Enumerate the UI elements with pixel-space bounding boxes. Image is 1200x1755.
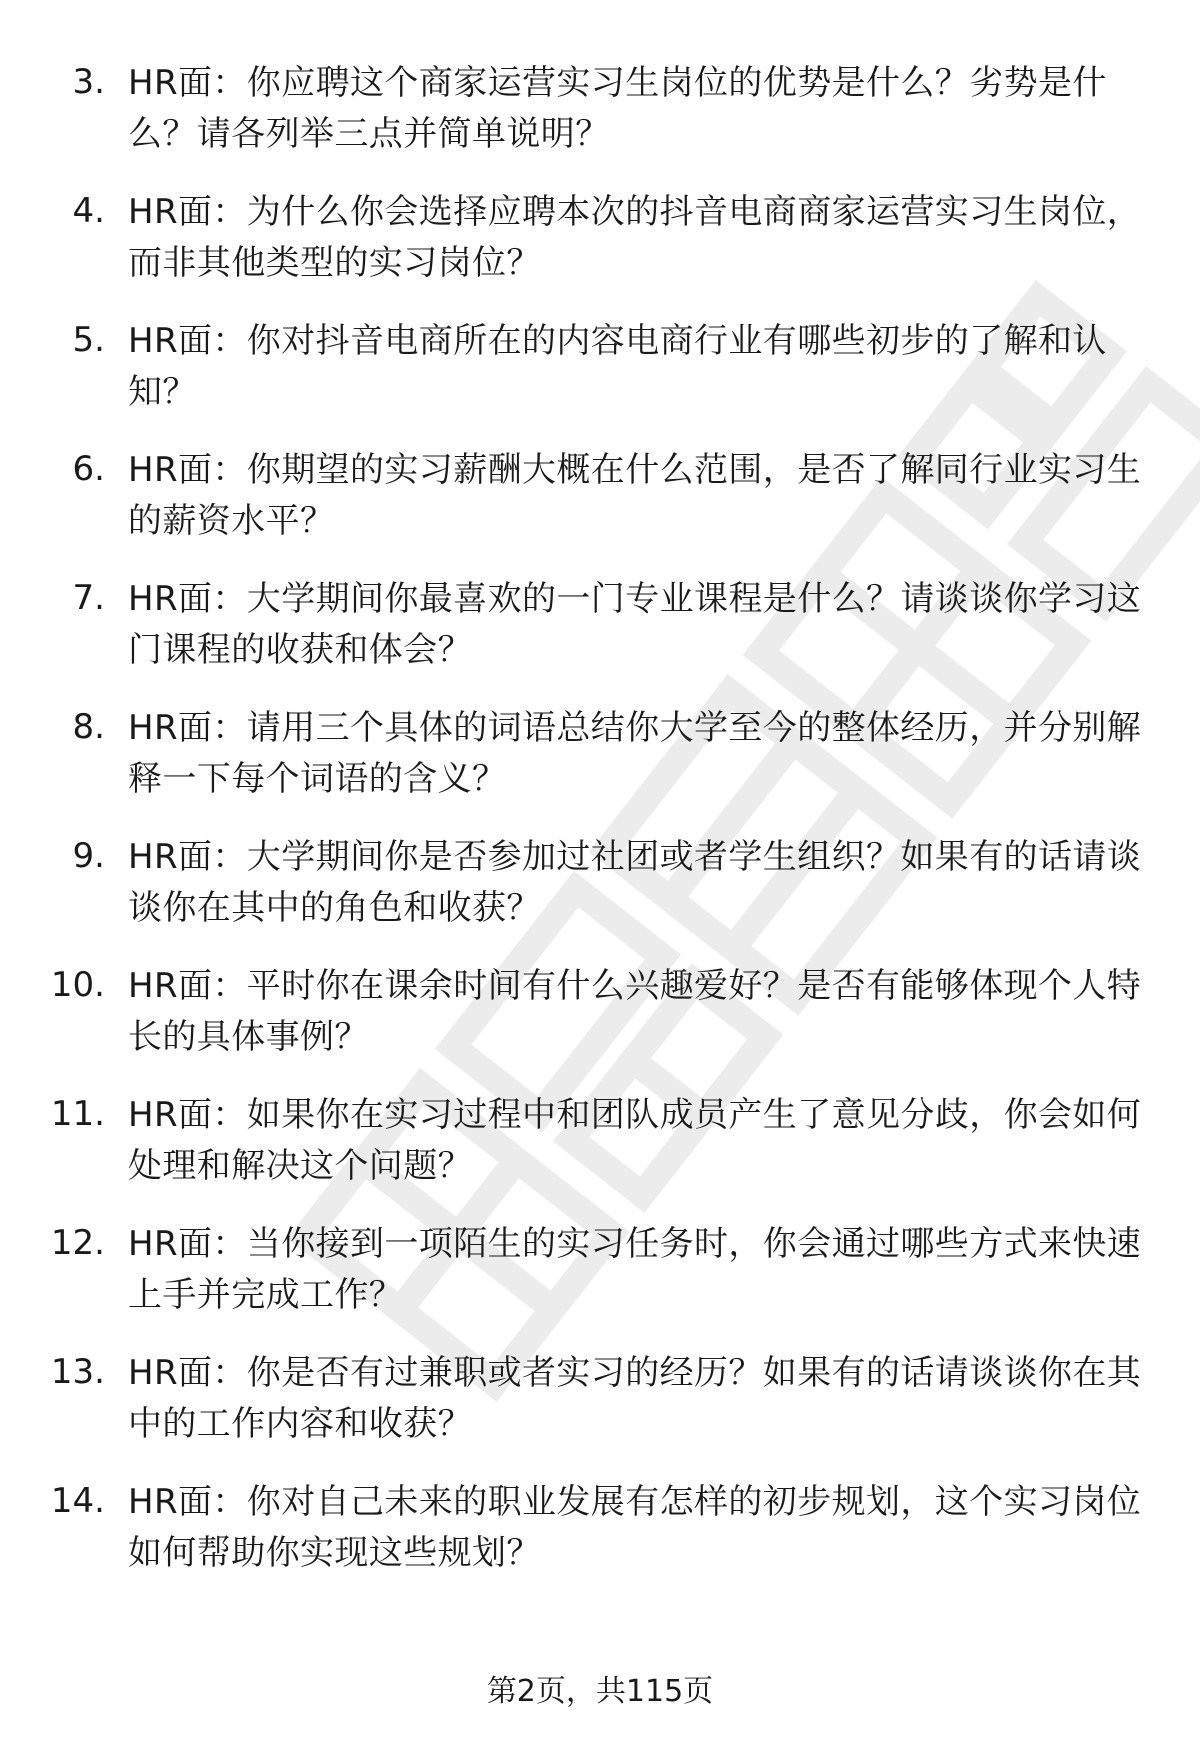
question-text: HR面：如果你在实习过程中和团队成员产生了意见分歧，你会如何处理和解决这个问题？ [128,1095,1142,1186]
question-item [0,1348,1200,1448]
question-number: 8. [72,707,105,747]
question-item [0,316,1200,416]
question-number: 12. [50,1223,105,1263]
question-item [0,574,1200,674]
question-item [0,58,1200,158]
question-number: 9. [72,836,105,876]
question-item [0,445,1200,545]
question-item [0,1219,1200,1319]
question-text: HR面：平时你在课余时间有什么兴趣爱好？是否有能够体现个人特长的具体事例？ [128,966,1142,1057]
question-item [0,703,1200,803]
question-number: 5. [72,320,105,360]
question-number: 3. [72,62,105,102]
question-text: HR面：你对自己未来的职业发展有怎样的初步规划，这个实习岗位如何帮助你实现这些规划？ [128,1482,1142,1573]
question-text: HR面：当你接到一项陌生的实习任务时，你会通过哪些方式来快速上手并完成工作？ [128,1224,1142,1315]
question-number: 13. [50,1352,105,1392]
question-text: HR面：你是否有过兼职或者实习的经历？如果有的话请谈谈你在其中的工作内容和收获？ [128,1353,1142,1444]
question-text: HR面：请用三个具体的词语总结你大学至今的整体经历，并分别解释一下每个词语的含义？ [128,708,1142,799]
question-number: 11. [50,1094,105,1134]
question-number: 14. [50,1481,105,1521]
question-item [0,187,1200,287]
question-item [0,832,1200,932]
question-number: 4. [72,191,105,231]
question-text: HR面：你期望的实习薪酬大概在什么范围，是否了解同行业实习生的薪资水平？ [128,450,1142,541]
question-number: 6. [72,449,105,489]
question-item [0,1090,1200,1190]
question-item [0,961,1200,1061]
page-footer: 第2页，共115页 [486,1674,714,1709]
question-text: HR面：大学期间你最喜欢的一门专业课程是什么？请谈谈你学习这门课程的收获和体会？ [128,579,1142,670]
question-item [0,1477,1200,1577]
question-text: HR面：你对抖音电商所在的内容电商行业有哪些初步的了解和认知？ [128,321,1107,412]
question-list [0,58,1200,1606]
question-text: HR面：大学期间你是否参加过社团或者学生组织？如果有的话请谈谈你在其中的角色和收获？ [128,837,1142,928]
question-number: 10. [50,965,105,1005]
question-number: 7. [72,578,105,618]
question-text: HR面：你应聘这个商家运营实习生岗位的优势是什么？劣势是什么？请各列举三点并简单说明？ [128,63,1107,154]
question-text: HR面：为什么你会选择应聘本次的抖音电商商家运营实习生岗位，而非其他类型的实习岗位？ [128,192,1142,283]
